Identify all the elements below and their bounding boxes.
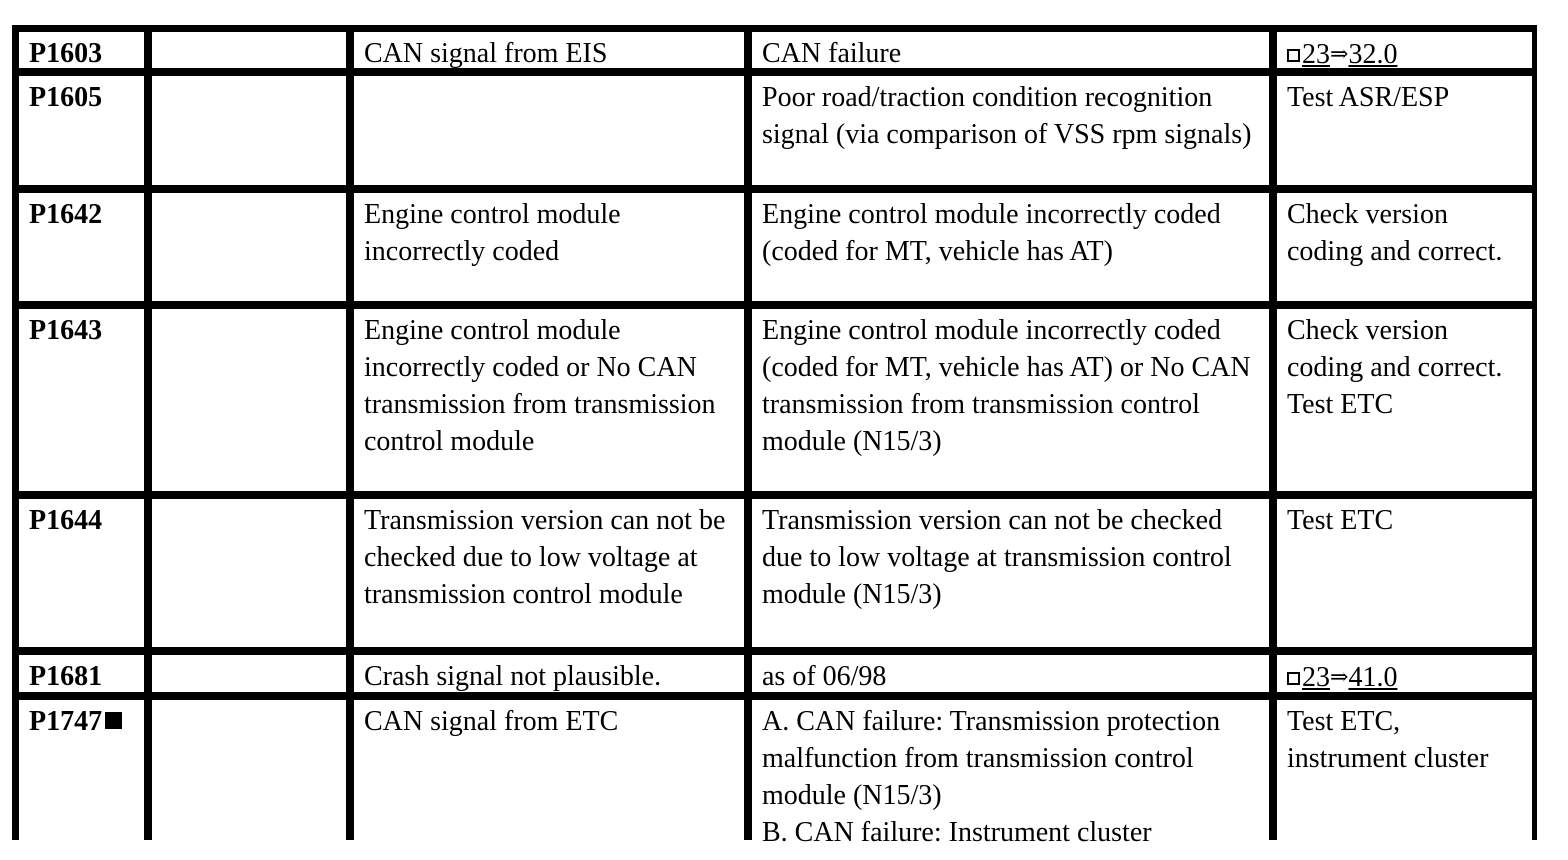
table-row-p1644-col2 [152, 499, 346, 647]
table-row-p1603-col2 [152, 32, 346, 68]
table-row-p1747-component: CAN signal from ETC [354, 700, 744, 848]
reference-target: 41.0 [1348, 662, 1398, 692]
table-row-p1747-code [19, 700, 144, 848]
table-row-p1643-code: P1643 [19, 309, 144, 491]
reference-number: 23 [1302, 662, 1330, 692]
table-row-p1644-code: P1644 [19, 499, 144, 647]
table-row-p1603-component: CAN signal from EIS [354, 32, 744, 68]
reference-target: 32.0 [1348, 39, 1398, 68]
code-text: P1747 [29, 706, 103, 737]
table-row-p1642-component: Engine control module incorrectly coded [354, 193, 744, 301]
table-row-p1605-description: Poor road/traction condition recognition signal (via comparison of VSS rpm signals) [752, 76, 1269, 185]
reference-number: 23 [1302, 39, 1330, 68]
table-row-p1603-code: P1603 [19, 32, 144, 68]
table-row-p1643-action: Check version coding and correct. Test ETC [1277, 309, 1532, 491]
table-row-p1605-action: Test ASR/ESP [1277, 76, 1532, 185]
square-outline-icon [1287, 672, 1300, 685]
table-row-p1603-description: CAN failure [752, 32, 1269, 68]
table-row-p1643-col2 [152, 309, 346, 491]
double-right-arrow-icon: ⇒ [1330, 664, 1349, 689]
table-row-p1681-component: Crash signal not plausible. [354, 655, 744, 692]
table-row-p1605-component [354, 76, 744, 185]
filled-square-icon [105, 712, 122, 729]
table-row-p1681-action [1277, 655, 1532, 692]
description-part-a: A. CAN failure: Transmission protection malfunction from transmission control module (N15/3) [762, 706, 1221, 811]
diagnostic-code-table [12, 25, 1537, 848]
table-row-p1642-code: P1642 [19, 193, 144, 301]
table-row-p1681-code: P1681 [19, 655, 144, 692]
table-row-p1642-col2 [152, 193, 346, 301]
table-row-p1603-action [1277, 32, 1532, 68]
table-row-p1605-code: P1605 [19, 76, 144, 185]
table-row-p1644-component: Transmission version can not be checked due to low voltage at transmission control module [354, 499, 744, 647]
table-row-p1642-action: Check version coding and correct. [1277, 193, 1532, 301]
table-row-p1681-col2 [152, 655, 346, 692]
description-part-b: B. CAN failure: Instrument cluster [762, 817, 1152, 848]
reference-link-p1681[interactable] [1287, 662, 1397, 692]
table-row-p1642-description: Engine control module incorrectly coded (coded for MT, vehicle has AT) [752, 193, 1269, 301]
double-right-arrow-icon: ⇒ [1330, 41, 1349, 66]
table-row-p1644-description: Transmission version can not be checked due to low voltage at transmission control module (N15/3) [752, 499, 1269, 647]
table-row-p1644-action: Test ETC [1277, 499, 1532, 647]
table-row-p1747-description [752, 700, 1269, 848]
reference-link-p1603[interactable] [1287, 39, 1397, 68]
table-row-p1747-action: Test ETC, instrument cluster [1277, 700, 1532, 848]
table-row-p1681-description: as of 06/98 [752, 655, 1269, 692]
table-row-p1643-component: Engine control module incorrectly coded or No CAN transmission from transmission control module [354, 309, 744, 491]
table-row-p1747-col2 [152, 700, 346, 848]
table-row-p1605-col2 [152, 76, 346, 185]
square-outline-icon [1287, 49, 1300, 62]
table-row-p1643-description: Engine control module incorrectly coded (coded for MT, vehicle has AT) or No CAN transmission from transmission control module (N15/3) [752, 309, 1269, 491]
